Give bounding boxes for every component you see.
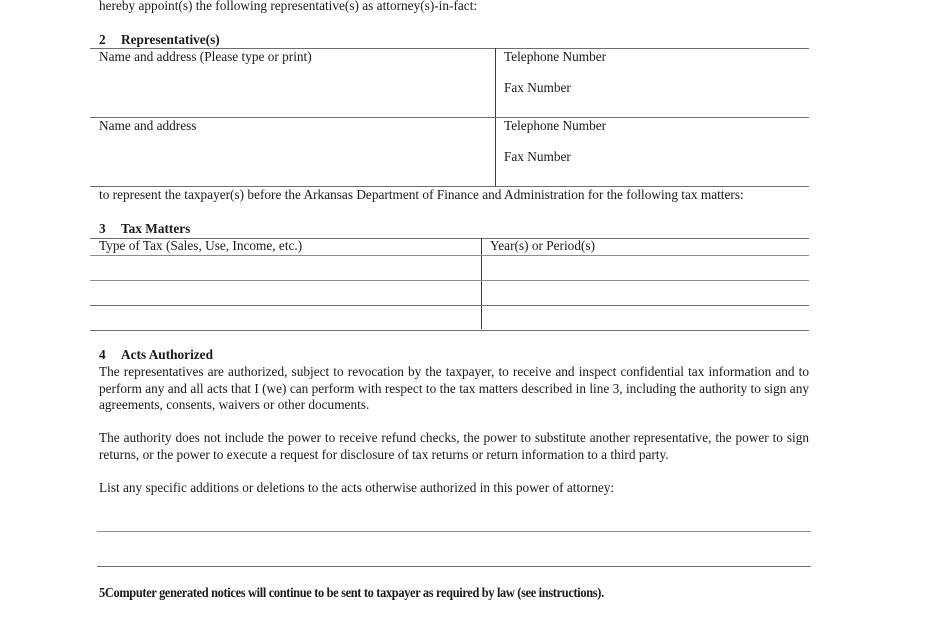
rep2-name-label: Name and address [99,118,197,133]
section-3-number: 3 [99,221,106,236]
rep2-telephone-label: Telephone Number [504,118,607,133]
tax-type-field-1[interactable] [92,257,478,278]
rep2-name-address-field[interactable] [92,135,492,185]
authority-exclusions-paragraph: The authority does not include the power to receive refund checks, the power to substitute another representative, the power to sign returns, or the power to execute a request for disclosure of tax returns or return information to a third party. [99,430,809,462]
tax-type-column-header: Type of Tax (Sales, Use, Income, etc.) [99,238,303,253]
appoint-statement: hereby appoint(s) the following representative(s) as attorney(s)-in-fact: [99,0,478,13]
section-5-notice-text: Computer generated notices will continue to be sent to taxpayer as required by law (see instructions). [104,585,604,600]
section-3-title: Tax Matters [121,221,191,236]
additions-deletions-prompt: List any specific additions or deletions to the acts otherwise authorized in this power of attorney: [99,480,615,495]
tax-table-row-rule [90,280,809,281]
rep2-fax-field[interactable] [580,149,805,167]
tax-period-field-2[interactable] [484,282,806,303]
rep1-telephone-field[interactable] [615,49,805,67]
additions-deletions-line-1[interactable] [97,508,811,530]
rep1-telephone-label: Telephone Number [504,49,607,64]
section-4-heading [99,347,213,363]
additions-line-rule-2 [97,566,811,567]
tax-table-bottom-rule [90,330,809,331]
rep1-fax-label: Fax Number [504,80,571,95]
additions-deletions-line-2[interactable] [97,543,811,565]
tax-type-field-3[interactable] [92,307,478,328]
tax-table-row-rule [90,305,809,306]
section-5-number: 5 [99,585,105,600]
represent-statement: to represent the taxpayer(s) before the Arkansas Department of Finance and Administration for the following tax matters: [99,187,744,202]
section-4-title: Acts Authorized [121,347,213,362]
section-2-heading [99,32,220,48]
rep1-name-address-field[interactable] [92,66,492,116]
tax-type-field-2[interactable] [92,282,478,303]
tax-period-field-3[interactable] [484,307,806,328]
tax-table-column-divider [481,238,482,329]
section-2-title: Representative(s) [121,32,220,47]
tax-table-header-rule [90,255,809,256]
acts-authorized-paragraph: The representatives are authorized, subject to revocation by the taxpayer, to receive and inspect confidential tax information and to perform any and all acts that I (we) can perform with respect to the tax matters described in line 3, including the authority to sign any agreements, consents, waivers or other documents. [99,364,809,413]
section-2-number: 2 [99,32,106,47]
section-5-heading [99,585,604,601]
section-3-heading [99,221,190,237]
tax-period-column-header: Year(s) or Period(s) [490,238,596,253]
rep1-name-label: Name and address (Please type or print) [99,49,312,64]
rep1-fax-field[interactable] [580,80,805,98]
section-4-number: 4 [99,347,106,362]
rep2-fax-label: Fax Number [504,149,571,164]
rep2-telephone-field[interactable] [615,118,805,136]
tax-period-field-1[interactable] [484,257,806,278]
additions-line-rule-1 [97,531,811,532]
